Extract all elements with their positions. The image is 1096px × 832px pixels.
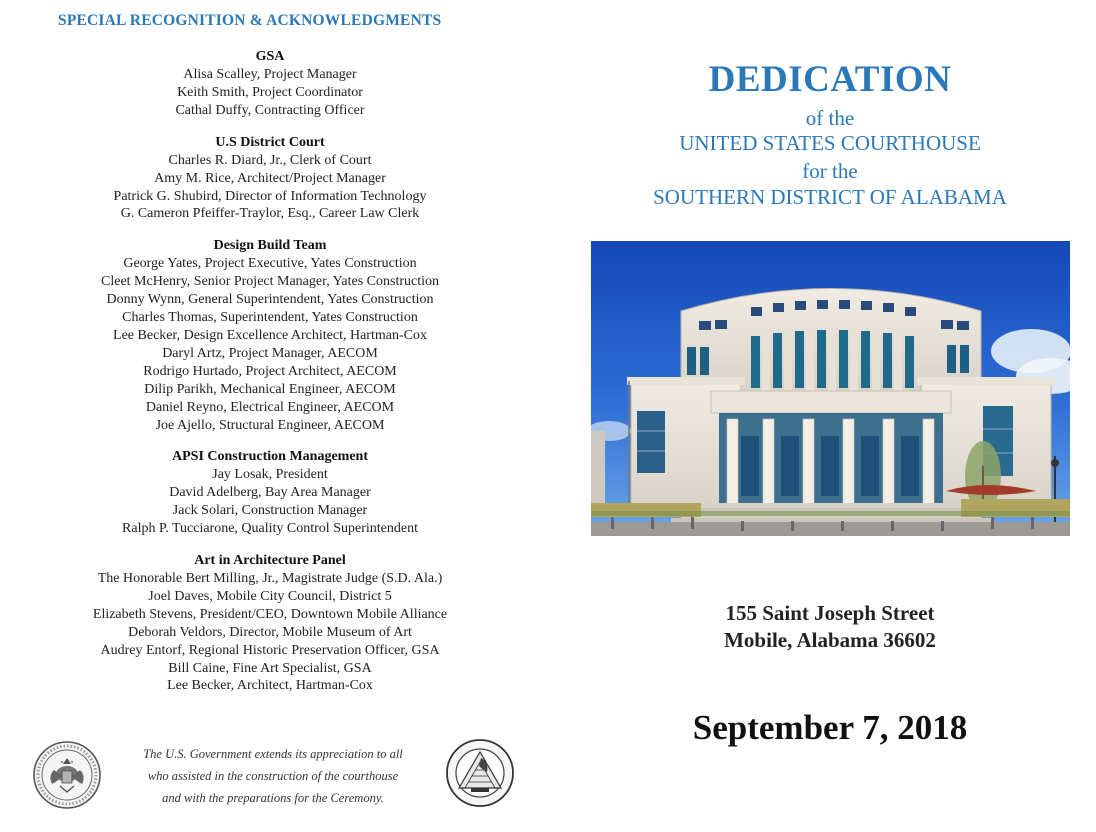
dedication-title: DEDICATION [708, 59, 952, 100]
credit-group-apsi [0, 448, 540, 538]
subtitle-line: SOUTHERN DISTRICT OF ALABAMA [653, 185, 1007, 209]
credit-group-art-panel [0, 552, 540, 695]
credit-entry: Elizabeth Stevens, President/CEO, Downtown Mobile Alliance [92, 606, 448, 622]
subtitle-line: of the [805, 106, 855, 130]
appreciation-line: who assisted in the construction of the courthouse [147, 769, 399, 783]
group-title: APSI Construction Management [172, 449, 368, 465]
credit-entry: Ralph P. Tucciarone, Quality Control Superintendent [122, 521, 418, 537]
credit-entry: Patrick G. Shubird, Director of Information Technology [113, 188, 427, 204]
credit-entry: Audrey Entorf, Regional Historic Preservation Officer, GSA [100, 642, 440, 658]
credit-entry: Cleet McHenry, Senior Project Manager, Yates Construction [101, 274, 439, 290]
credit-entry: Bill Caine, Fine Art Specialist, GSA [168, 660, 372, 676]
group-title: Art in Architecture Panel [194, 553, 346, 569]
credit-entry: Daniel Reyno, Electrical Engineer, AECOM [145, 399, 395, 415]
district-court-seal-icon [32, 740, 102, 810]
credit-entry: Dilip Parikh, Mechanical Engineer, AECOM [144, 381, 396, 397]
credit-entry: Jack Solari, Construction Manager [172, 503, 368, 519]
acknowledgments-heading: SPECIAL RECOGNITION & ACKNOWLEDGMENTS [58, 12, 442, 29]
address-street: 155 Saint Joseph Street [725, 601, 935, 625]
acknowledgments-panel [0, 0, 540, 832]
credit-entry: Joe Ajello, Structural Engineer, AECOM [155, 417, 385, 433]
credit-entry: Charles R. Diard, Jr., Clerk of Court [168, 152, 372, 168]
credits-list [0, 48, 540, 709]
credit-entry: Alisa Scalley, Project Manager [183, 67, 357, 82]
address-city: Mobile, Alabama 36602 [724, 628, 936, 652]
subtitle-line: UNITED STATES COURTHOUSE [679, 131, 981, 155]
credit-group-gsa [0, 48, 540, 120]
credit-entry: Lee Becker, Design Excellence Architect, Hartman-Cox [113, 327, 427, 343]
appreciation-note [112, 743, 434, 809]
courthouse-photo [591, 241, 1070, 536]
credit-entry: Deborah Veldors, Director, Mobile Museum of Art [128, 624, 412, 640]
appreciation-line: and with the preparations for the Ceremony. [162, 791, 384, 805]
credit-entry: George Yates, Project Executive, Yates Construction [123, 256, 417, 272]
credit-entry: Daryl Artz, Project Manager, AECOM [162, 345, 378, 361]
cover-panel [590, 0, 1070, 832]
dedication-date: September 7, 2018 [692, 708, 968, 747]
appreciation-line: The U.S. Government extends its appreciation to all [143, 747, 403, 761]
credit-entry: Jay Losak, President [212, 467, 328, 483]
credit-entry: Keith Smith, Project Coordinator [177, 84, 363, 100]
credit-entry: David Adelberg, Bay Area Manager [169, 485, 371, 501]
credit-entry: Rodrigo Hurtado, Project Architect, AECOM [143, 363, 397, 379]
credit-entry: Donny Wynn, General Superintendent, Yates Construction [106, 292, 434, 308]
credit-entry: Cathal Duffy, Contracting Officer [175, 102, 365, 118]
credit-group-district-court [0, 134, 540, 224]
credit-entry: The Honorable Bert Milling, Jr., Magistrate Judge (S.D. Ala.) [97, 571, 443, 587]
credit-entry: G. Cameron Pfeiffer-Traylor, Esq., Career Law Clerk [120, 206, 420, 222]
credit-entry: Lee Becker, Architect, Hartman-Cox [167, 678, 373, 694]
credit-entry: Amy M. Rice, Architect/Project Manager [154, 170, 386, 186]
credit-group-design-build-team [0, 237, 540, 434]
credit-entry: Joel Daves, Mobile City Council, District 5 [148, 588, 392, 604]
subtitle-line: for the [802, 159, 858, 183]
group-title: U.S District Court [215, 134, 325, 150]
group-title: GSA [255, 49, 285, 64]
credit-entry: Charles Thomas, Superintendent, Yates Construction [122, 310, 418, 326]
group-title: Design Build Team [213, 238, 327, 254]
gsa-seal-icon [445, 738, 515, 808]
